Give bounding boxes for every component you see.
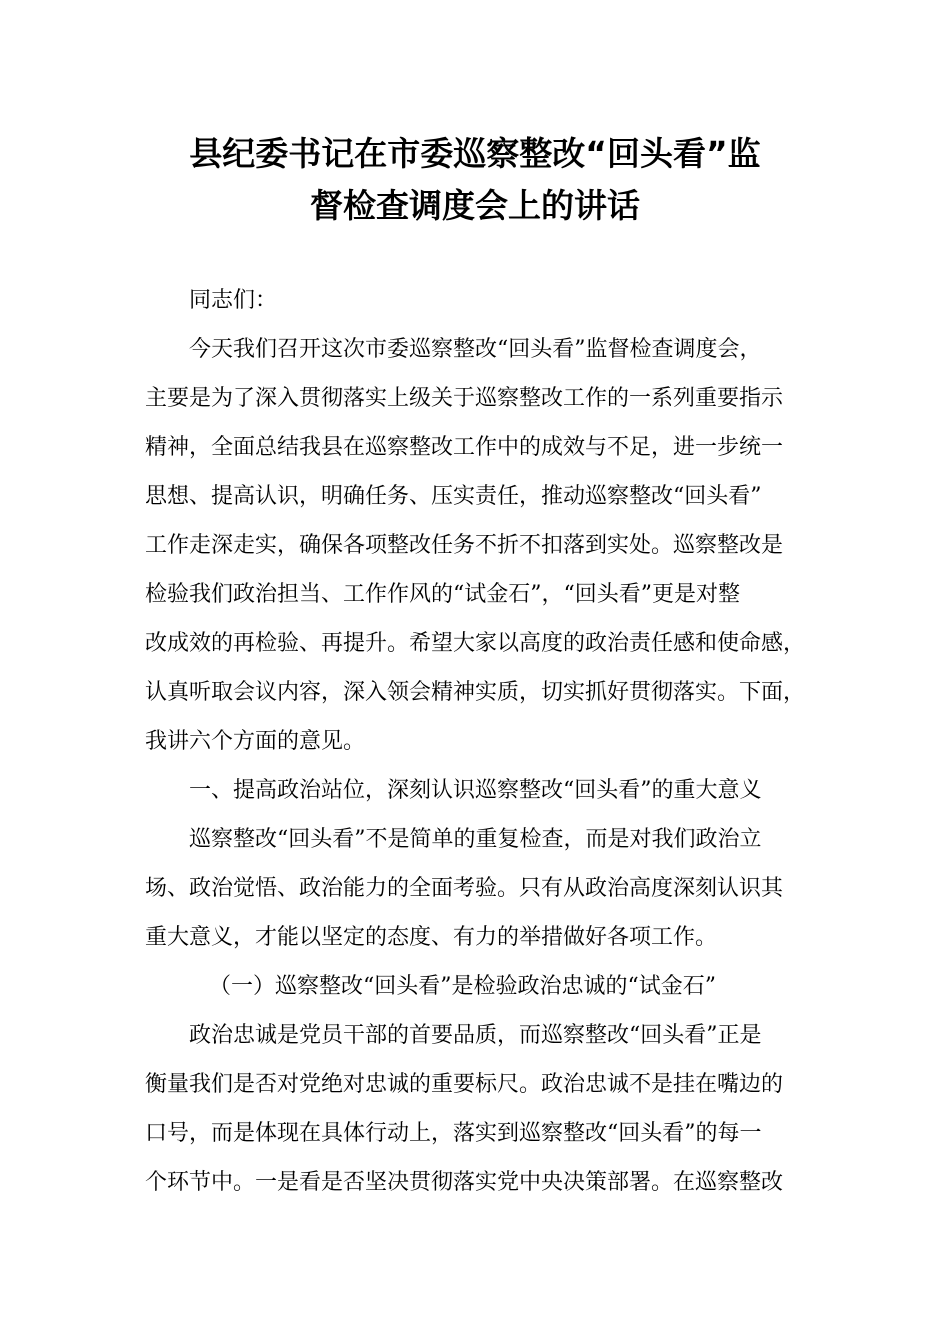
paragraph-line: 检验我们政治担当、工作作风的“试金石”，“回头看”更是对整 <box>145 582 740 607</box>
paragraph-line: 场、政治觉悟、政治能力的全面考验。只有从政治高度深刻认识其 <box>145 876 784 901</box>
paragraph-line: 我讲六个方面的意见。 <box>145 729 366 754</box>
paragraph-line: 认真听取会议内容，深入领会精神实质，切实抓好贯彻落实。下面， <box>145 680 806 705</box>
paragraph-line: 衡量我们是否对党绝对忠诚的重要标尺。政治忠诚不是挂在嘴边的 <box>145 1072 784 1097</box>
paragraph-line: 改成效的再检验、再提升。希望大家以高度的政治责任感和使命感， <box>145 631 806 656</box>
paragraph-line: 主要是为了深入贯彻落实上级关于巡察整改工作的一系列重要指示 <box>145 386 784 411</box>
paragraph-line: 今天我们召开这次市委巡察整改“回头看”监督检查调度会， <box>189 337 762 362</box>
section-heading: 一、提高政治站位，深刻认识巡察整改“回头看”的重大意义 <box>189 778 762 803</box>
paragraph-line: 政治忠诚是党员干部的首要品质，而巡察整改“回头看”正是 <box>189 1023 762 1048</box>
document-title-line-1: 县纪委书记在市委巡察整改“回头看”监 <box>189 134 761 173</box>
paragraph-line: 个环节中。一是看是否坚决贯彻落实党中央决策部署。在巡察整改 <box>145 1170 784 1195</box>
salutation: 同志们： <box>189 288 278 313</box>
subsection-heading: （一）巡察整改“回头看”是检验政治忠诚的“试金石” <box>209 974 716 999</box>
paragraph-line: 工作走深走实，确保各项整改任务不折不扣落到实处。巡察整改是 <box>145 533 784 558</box>
paragraph-line: 精神，全面总结我县在巡察整改工作中的成效与不足，进一步统一 <box>145 435 784 460</box>
document-title-line-2: 督检查调度会上的讲话 <box>310 186 640 225</box>
paragraph-line: 口号，而是体现在具体行动上，落实到巡察整改“回头看”的每一 <box>145 1121 762 1146</box>
paragraph-line: 重大意义，才能以坚定的态度、有力的举措做好各项工作。 <box>145 925 718 950</box>
paragraph-line: 思想、提高认识，明确任务、压实责任，推动巡察整改“回头看” <box>145 484 762 509</box>
document-body <box>145 276 805 1207</box>
paragraph-line: 巡察整改“回头看”不是简单的重复检查，而是对我们政治立 <box>189 827 762 852</box>
